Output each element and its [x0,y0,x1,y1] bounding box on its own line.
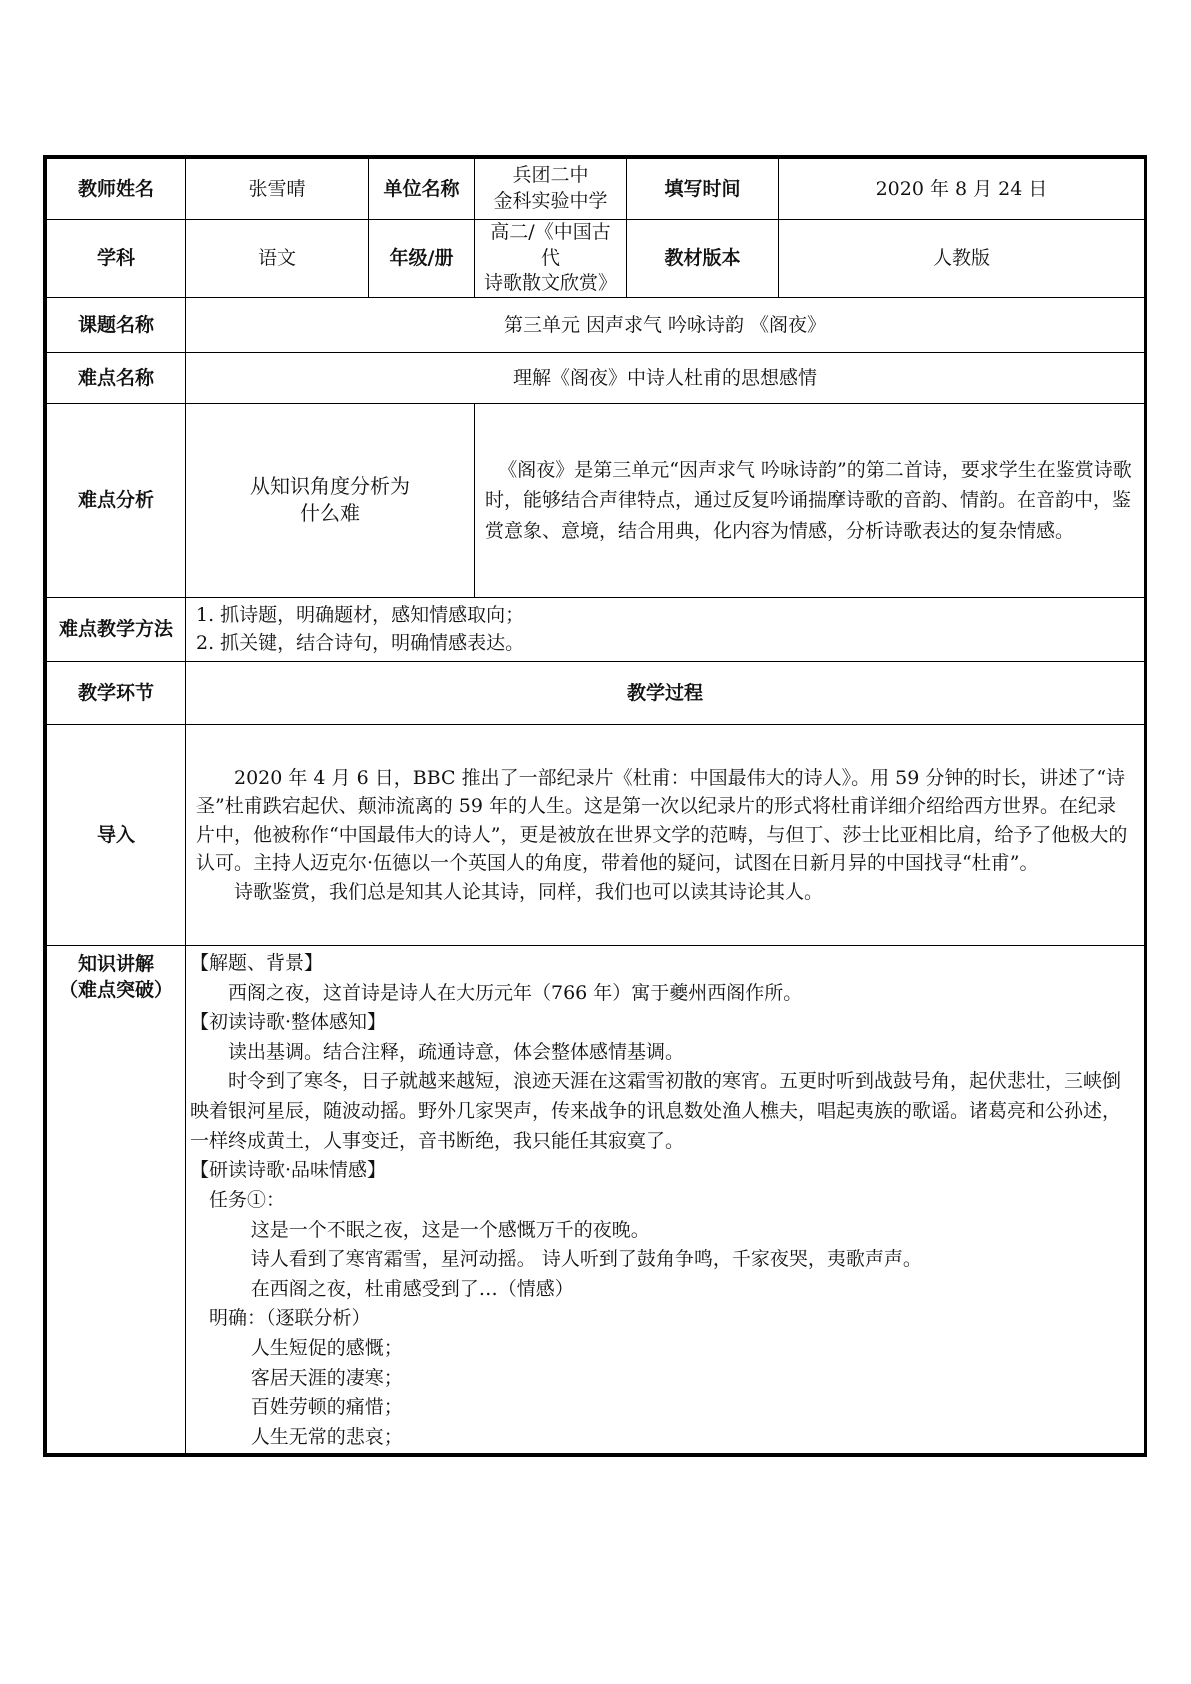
section-study-title: 【研读诗歌·品味情感】 [190,1159,387,1182]
process-heading: 教学过程 [186,661,1145,724]
analysis-subtitle [186,403,475,597]
unit-value [475,159,627,220]
clarify-line-4: 人生无常的悲哀； [250,1425,403,1448]
method-cell [186,597,1145,661]
section-background-title: 【解题、背景】 [190,951,324,974]
clarify-line-3: 百姓劳顿的痛惜； [250,1396,403,1419]
intro-paragraph-2: 诗歌鉴赏，我们总是知其人论其诗，同样，我们也可以读其诗论其人。 [234,880,824,903]
lesson-plan-table [43,155,1147,1457]
unit-value-line2: 金科实验中学 [493,190,608,212]
date-value: 2020 年 8 月 24 日 [779,159,1145,220]
clarify-label: 明确：（逐联分析） [209,1307,371,1330]
method-label: 难点教学方法 [47,597,186,661]
difficulty-label: 难点名称 [47,352,186,403]
knowledge-cell [186,945,1145,1453]
clarify-line-2: 客居天涯的凄寒； [250,1366,403,1389]
subject-value: 语文 [186,220,369,298]
method-item-2: 2. 抓关键，结合诗句，明确情感表达。 [196,632,525,655]
intro-cell [186,724,1145,945]
task-line-1: 这是一个不眠之夜，这是一个感慨万千的夜晚。 [250,1218,650,1241]
subject-label: 学科 [47,220,186,298]
edition-label: 教材版本 [627,220,779,298]
process-label: 教学环节 [47,661,186,724]
analysis-label: 难点分析 [47,403,186,597]
topic-label: 课题名称 [47,297,186,352]
intro-paragraph-1: 2020 年 4 月 6 日，BBC 推出了一部纪录片《杜甫：中国最伟大的诗人》。用 59 分钟的时长，讲述了“诗圣”杜甫跌宕起伏、颠沛流离的 59 年的人生。这是第一次以纪录片的形式将杜甫详细介绍给西方世界。在纪录片中，他被称作“中国最伟大的诗人”，更是被放在世界文学的范畴，与但丁、莎士比亚相比肩，给予了他极大的认可。主持人迈克尔·伍德以一个英国人的角度，带着他的疑问，试图在日新月异的中国找寻“杜甫”。 [196,766,1128,875]
difficulty-value: 理解《阁夜》中诗人杜甫的思想感情 [186,352,1145,403]
grade-label: 年级/册 [369,220,475,298]
task-line-3: 在西阁之夜，杜甫感受到了…（情感） [250,1277,574,1300]
section-first-reading-title: 【初读诗歌·整体感知】 [190,1011,387,1034]
analysis-sub-line1: 从知识角度分析为 [250,474,410,499]
section-first-reading-text-2: 时令到了寒冬，日子就越来越短，浪迹天涯在这霜雪初散的寒宵。五更时听到战鼓号角，起伏悲壮，三峡倒映着银河星辰，随波动摇。野外几家哭声，传来战争的讯息数处渔人樵夫，唱起夷族的歌谣。诸葛亮和公孙述，一样终成黄土，人事变迁，音书断绝，我只能任其寂寞了。 [190,1070,1122,1152]
topic-value: 第三单元 因声求气 吟咏诗韵 《阁夜》 [186,297,1145,352]
analysis-text-cell [475,403,1145,597]
knowledge-label-line2: （难点突破） [58,978,173,1001]
analysis-sub-line2: 什么难 [300,501,360,526]
section-background-text: 西阁之夜，这首诗是诗人在大历元年（766 年）寓于夔州西阁作所。 [228,981,803,1004]
grade-value-line2: 诗歌散文欣赏》 [483,272,617,295]
date-label: 填写时间 [627,159,779,220]
clarify-line-1: 人生短促的感慨； [250,1337,403,1360]
analysis-text: 《阁夜》是第三单元“因声求气 吟咏诗韵”的第二首诗，要求学生在鉴赏诗歌时，能够结合声律特点，通过反复吟诵揣摩诗歌的音韵、情韵。在音韵中，鉴赏意象、意境，结合用典，化内容为情感，分析诗歌表达的复杂情感。 [485,458,1132,542]
intro-label: 导入 [47,724,186,945]
teacher-label: 教师姓名 [47,159,186,220]
task-label: 任务①： [209,1188,286,1211]
edition-value: 人教版 [779,220,1145,298]
method-item-1: 1. 抓诗题，明确题材，感知情感取向； [196,603,525,626]
unit-value-line1: 兵团二中 [512,164,589,187]
grade-value [475,220,627,298]
teacher-value: 张雪晴 [186,159,369,220]
knowledge-label-line1: 知识讲解 [77,952,154,975]
task-line-2: 诗人看到了寒宵霜雪，星河动摇。 诗人听到了鼓角争鸣，千家夜哭，夷歌声声。 [250,1248,922,1271]
unit-label: 单位名称 [369,159,475,220]
knowledge-label [47,945,186,1453]
grade-value-line1: 高二/《中国古代 [490,221,611,269]
section-first-reading-text-1: 读出基调。结合注释，疏通诗意，体会整体感情基调。 [228,1040,685,1063]
